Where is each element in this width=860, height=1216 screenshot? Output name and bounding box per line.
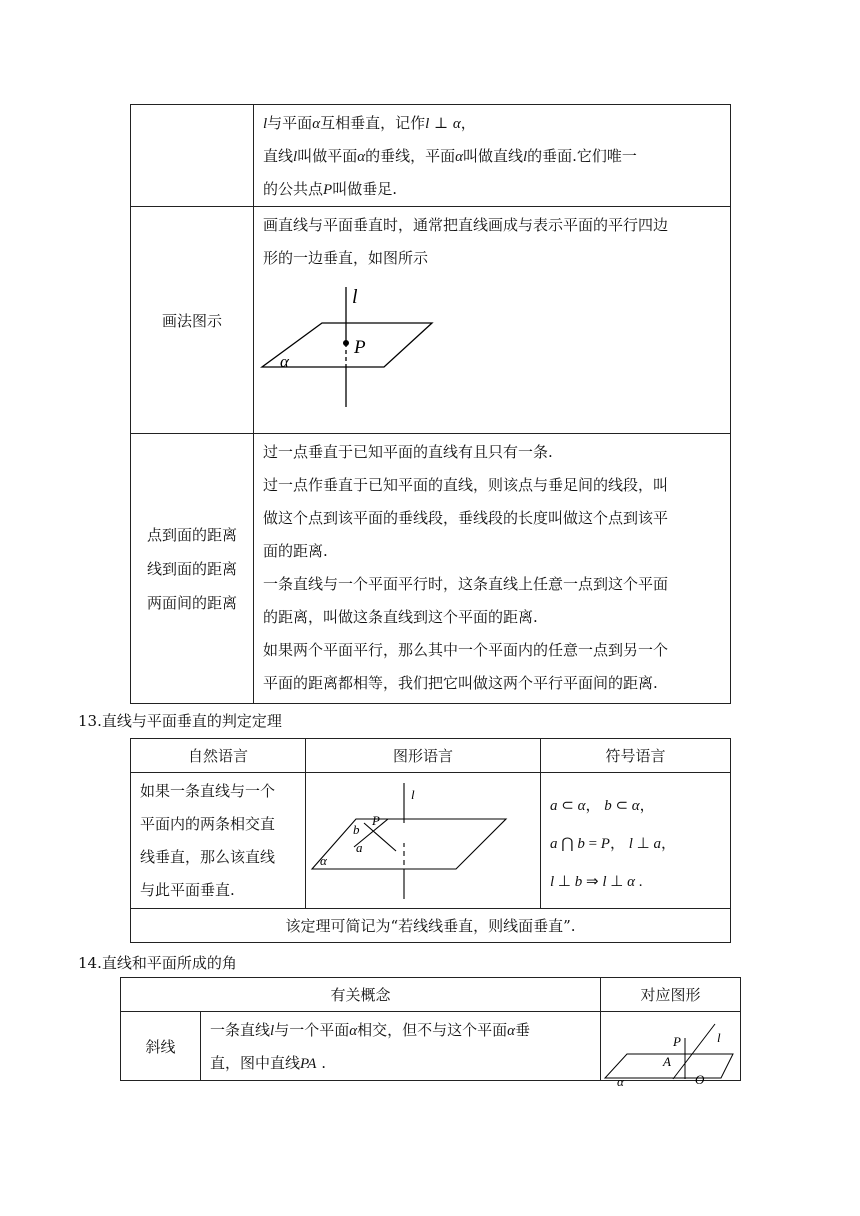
angle-header-row [121, 978, 741, 1012]
theorem-summary: 该定理可简记为“若线线垂直，则线面垂直”. [131, 909, 731, 943]
header-figure-language: 图形语言 [306, 739, 541, 773]
math-symbol: b [574, 874, 583, 890]
distance-text-line: 做这个点到该平面的垂线段，垂线段的长度叫做这个点到该平 [263, 509, 669, 527]
text-run: ， [609, 836, 629, 852]
fig13-P-label: P [372, 813, 380, 828]
text-run: ⊂ [611, 798, 632, 814]
symbol-language-cell [541, 773, 731, 909]
math-symbol: α [627, 874, 635, 890]
row-drawing-label: 画法图示 [131, 207, 254, 434]
distance-text-line: 面的距离. [263, 542, 328, 560]
text-run: 叫做平面 [297, 147, 358, 165]
text-run: 垂 [514, 1021, 530, 1039]
text-run: ⋂ [557, 836, 578, 852]
plane-alpha-label: α [280, 352, 289, 371]
text-run: ⊥ [554, 874, 575, 890]
row-definition-label-cell [131, 105, 254, 207]
distance-text-line: 平面的距离都相等，我们把它叫做这两个平行平面间的距离. [263, 674, 658, 692]
math-symbol: a [550, 836, 558, 852]
math-symbol: α [452, 116, 461, 132]
text-run: 互相垂直，记作 [320, 114, 426, 132]
figure-language-cell [306, 773, 541, 909]
definition-line [254, 107, 730, 140]
definition-line [254, 173, 730, 206]
definition-line [254, 140, 730, 173]
text-run: 叫做直线 [462, 147, 523, 165]
oblique-line-label: 斜线 [121, 1012, 201, 1081]
text-run: ， [585, 798, 605, 814]
math-symbol: b [577, 836, 585, 852]
math-symbol: l [425, 116, 430, 132]
math-symbol: α [507, 1023, 515, 1039]
section-14-title: 14.直线和平面所成的角 [78, 954, 237, 972]
text-run: 与平面 [267, 114, 313, 132]
math-symbol: α [349, 1023, 358, 1039]
math-symbol: l [263, 116, 268, 132]
theorem-header-row [131, 739, 731, 773]
fig13-l-label: l [411, 787, 415, 802]
text-run: ⊥ [606, 874, 628, 890]
header-concepts: 有关概念 [121, 978, 601, 1012]
text-run: 相交，但不与这个平面 [357, 1021, 508, 1039]
distance-text-line: 过一点作垂直于已知平面的直线，则该点与垂足间的线段，叫 [263, 476, 669, 494]
math-symbol: b [604, 798, 612, 814]
distance-text-line: 的距离，叫做这条直线到这个平面的距离. [263, 608, 538, 626]
text-run: 叫做垂足. [332, 180, 397, 198]
text-run: . [634, 874, 643, 890]
math-symbol: α [631, 798, 640, 814]
text-run: 直，图中直线 [210, 1054, 301, 1072]
fig13-a-label: a [356, 840, 363, 855]
oblique-definition-line [201, 1047, 600, 1080]
text-run: 直线 [263, 147, 294, 165]
theorem-figure [306, 777, 536, 907]
math-symbol: l [550, 874, 555, 890]
distance-label: 线到面的距离 [146, 559, 237, 578]
text-run: ⊥ [632, 836, 654, 852]
fig14-A-label: A [663, 1054, 671, 1069]
text-run: = [584, 836, 601, 852]
row-distance-labels [131, 434, 254, 704]
math-symbol: a [550, 798, 558, 814]
text-run: ， [460, 114, 476, 132]
oblique-definition-line [201, 1014, 600, 1047]
fig14-O-label: O [695, 1072, 705, 1087]
text-run: 与一个平面 [274, 1021, 350, 1039]
math-symbol: P [600, 836, 610, 852]
oblique-line-definition [201, 1012, 601, 1081]
row-definition-content [254, 105, 731, 207]
oblique-line-figure [601, 1012, 740, 1089]
math-symbol: α [455, 149, 463, 165]
text-run: ， [639, 798, 655, 814]
text-run: 的公共点 [263, 180, 324, 198]
row-distance-content [254, 434, 731, 704]
text-run: 的垂面.它们唯一 [527, 147, 637, 165]
row-definition [131, 105, 731, 207]
natural-language-line: 线垂直，那么该直线 [140, 848, 276, 866]
math-symbol: l [293, 149, 298, 165]
angle-table [120, 977, 741, 1089]
theorem-summary-row [131, 909, 731, 943]
text-run: ， [660, 836, 676, 852]
row-drawing-content [254, 207, 731, 434]
symbol-line [541, 787, 730, 825]
text-run: ⇒ [582, 874, 603, 890]
fig13-alpha-label: α [320, 853, 327, 868]
fig13-b-label: b [353, 822, 360, 837]
text-run: ⊂ [557, 798, 578, 814]
fig14-l-label: l [717, 1030, 721, 1045]
row-distance [131, 434, 731, 704]
distance-text-line: 如果两个平面平行，那么其中一个平面内的任意一点到另一个 [263, 641, 669, 659]
math-symbol: α [577, 798, 586, 814]
perpendicular-line-plane-figure [260, 281, 460, 421]
natural-language-cell [131, 773, 306, 909]
oblique-figure-cell [601, 1012, 741, 1089]
fig14-alpha-label: α [617, 1074, 624, 1089]
distance-text-line: 过一点垂直于已知平面的直线有且只有一条. [263, 443, 553, 461]
text-run: ⊥ [429, 114, 453, 132]
math-symbol: l [522, 149, 528, 165]
math-symbol: P [323, 182, 333, 198]
definition-table [130, 104, 731, 704]
math-symbol: α [357, 149, 366, 165]
header-natural-language: 自然语言 [131, 739, 306, 773]
distance-label: 两面间的距离 [146, 593, 237, 612]
math-symbol: l [628, 836, 633, 852]
section-13-title: 13.直线与平面垂直的判定定理 [78, 712, 282, 730]
drawing-text-line: 画直线与平面垂直时，通常把直线画成与表示平面的平行四边 [263, 216, 669, 234]
math-symbol: l [270, 1023, 275, 1039]
theorem-body-row [131, 773, 731, 909]
header-symbol-language: 符号语言 [541, 739, 731, 773]
row-drawing [131, 207, 731, 434]
fig14-P-label: P [673, 1034, 681, 1049]
math-symbol: l [602, 874, 607, 890]
natural-language-line: 平面内的两条相交直 [140, 815, 276, 833]
math-symbol: PA [300, 1056, 317, 1072]
math-symbol: α [312, 116, 321, 132]
point-p-label: P [354, 337, 366, 358]
line-l-label: l [352, 286, 358, 308]
symbol-line [541, 863, 730, 901]
symbol-line [541, 825, 730, 863]
oblique-line-row [121, 1012, 741, 1081]
distance-text-line: 一条直线与一个平面平行时，这条直线上任意一点到这个平面 [263, 575, 669, 593]
text-run: 一条直线 [210, 1021, 271, 1039]
header-figure: 对应图形 [601, 978, 741, 1012]
natural-language-line: 与此平面垂直. [140, 881, 235, 899]
theorem-table [130, 738, 731, 943]
natural-language-line: 如果一条直线与一个 [140, 782, 276, 800]
distance-label: 点到面的距离 [146, 525, 237, 544]
text-run: 的垂线，平面 [365, 147, 456, 165]
text-run: . [316, 1054, 326, 1072]
math-symbol: a [653, 836, 661, 852]
drawing-text-line: 形的一边垂直，如图所示 [263, 249, 429, 267]
